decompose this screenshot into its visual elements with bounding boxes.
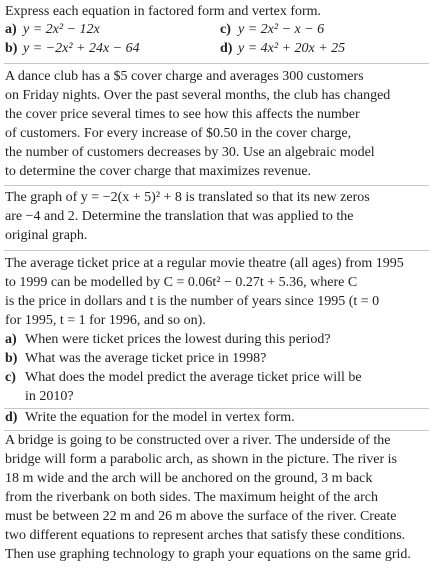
q3-line: are −4 and 2. Determine the translation that was applied to the xyxy=(5,209,354,224)
q4-line: for 1995, t = 1 for 1996, and so on). xyxy=(5,313,206,328)
q5-line: Then use graphing technology to graph your equations on the same grid. xyxy=(5,547,411,562)
item-label: c) xyxy=(220,22,231,37)
part-text-continued: in 2010? xyxy=(25,389,74,404)
q1-item-c xyxy=(220,20,324,39)
q4-line: The average ticket price at a regular movie theatre (all ages) from 1995 xyxy=(5,256,404,271)
q4-line: to 1999 can be modelled by C = 0.06t² − 0.27t + 5.36, where C xyxy=(5,275,358,290)
q2-line: of customers. For every increase of $0.50 in the cover charge, xyxy=(5,126,352,141)
part-text: What does the model predict the average ticket price will be xyxy=(25,370,362,385)
q3-paragraph xyxy=(5,188,427,245)
q5-line: from the riverbank on both sides. The maximum height of the arch xyxy=(5,490,378,505)
item-label: a) xyxy=(5,22,17,37)
q1-instruction: Express each equation in factored form and vertex form. xyxy=(5,4,322,19)
equation: y = −2x² + 24x − 64 xyxy=(23,41,140,56)
q2-line: the cover price several times to see how this affects the number xyxy=(5,107,360,122)
part-label: c) xyxy=(5,370,16,385)
q1-item-b xyxy=(5,39,140,58)
q2-line: to determine the cover charge that maximizes revenue. xyxy=(5,164,312,179)
part-label: b) xyxy=(5,351,18,366)
part-text: What was the average ticket price in 1998? xyxy=(25,351,267,366)
part-label: a) xyxy=(5,332,17,347)
q4-part-a xyxy=(5,330,331,349)
item-label: d) xyxy=(220,41,233,56)
q3-line: The graph of y = −2(x + 5)² + 8 is translated so that its new zeros xyxy=(5,190,370,205)
q5-line: two different equations to represent arches that satisfy these conditions. xyxy=(5,528,406,543)
equation: y = 4x² + 20x + 25 xyxy=(238,41,346,56)
q2-line: the number of customers decreases by 30. Use an algebraic model xyxy=(5,145,375,160)
divider xyxy=(4,250,429,251)
q4-line: is the price in dollars and t is the number of years since 1995 (t = 0 xyxy=(5,294,380,309)
q5-line: 18 m wide and the arch will be anchored on the ground, 3 m back xyxy=(5,471,373,486)
q3-line: original graph. xyxy=(5,228,88,243)
part-label: d) xyxy=(5,410,18,425)
part-text: When were ticket prices the lowest during this period? xyxy=(25,332,331,347)
q4-part-d xyxy=(5,408,295,427)
equation: y = 2x² − x − 6 xyxy=(238,22,325,37)
q5-paragraph xyxy=(5,431,427,564)
q1-item-a xyxy=(5,20,100,39)
q4-part-b xyxy=(5,349,266,368)
q4-part-c xyxy=(5,368,362,406)
divider xyxy=(4,185,429,186)
q4-paragraph xyxy=(5,254,427,330)
equation: y = 2x² − 12x xyxy=(23,22,100,37)
q2-line: on Friday nights. Over the past several months, the club has changed xyxy=(5,88,391,103)
item-label: b) xyxy=(5,41,18,56)
q2-paragraph xyxy=(5,67,427,181)
q2-line: A dance club has a $5 cover charge and averages 300 customers xyxy=(5,69,364,84)
q1-item-d xyxy=(220,39,345,58)
q5-line: A bridge is going to be constructed over a river. The underside of the xyxy=(5,433,391,448)
part-text: Write the equation for the model in vertex form. xyxy=(25,410,295,425)
q5-line: must be between 22 m and 26 m above the surface of the river. Create xyxy=(5,509,397,524)
q5-line: bridge will form a parabolic arch, as shown in the picture. The river is xyxy=(5,452,398,467)
divider xyxy=(4,63,429,64)
